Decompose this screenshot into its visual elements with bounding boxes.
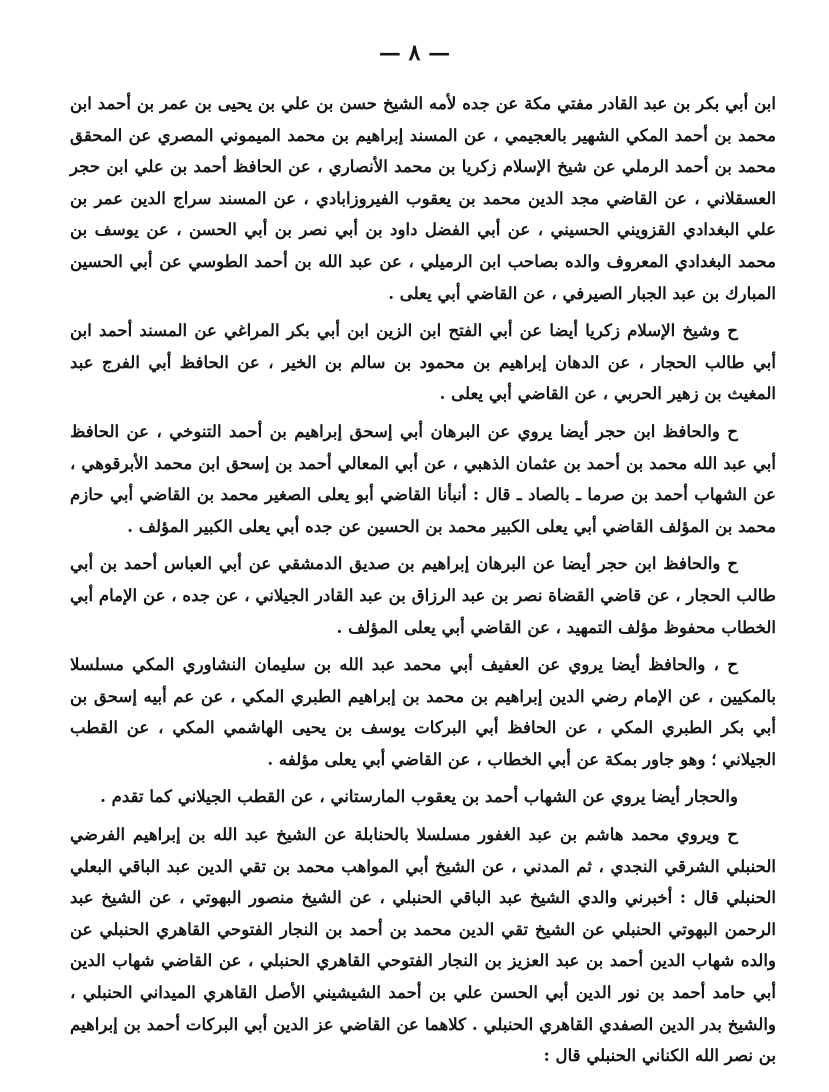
paragraph-7: ح ويروي محمد هاشم بن عبد الغفور مسلسلا بالحنابلة عن الشيخ عبد الله بن إبراهيم الفرضي الحنبلي الشرقي النجدي ، ثم المدني ، عن الشيخ أبي المواهب محمد بن تقي الدين عبد الباقي البعلي الحنبلي قال : أخبرني والدي الشيخ عبد الباقي الحنبلي ، عن الشيخ منصور البهوتي ، عن الشيخ عبد الرحمن البهوتي الحنبلي عن الشيخ تقي الدين محمد بن أحمد بن النجار الفتوحي القاهري الحنبلي عن والده شهاب الدين أحمد بن عبد العزيز بن النجار الفتوحي القاهري الحنبلي ، عن القاضي شهاب الدين أبي حامد أحمد بن نور الدين أبي الحسن علي بن أحمد الشيشيني الأصل القاهري الميداني الحنبلي ، والشيخ بدر الدين الصفدي القاهري الحنبلي . كلاهما عن القاضي عز الدين أبي البركات أحمد بن إبراهيم بن نصر الله الكناني الحنبلي قال : — [70, 824, 776, 1066]
paragraph-4: ح والحافظ ابن حجر أيضا عن البرهان إبراهيم بن صديق الدمشقي عن أبي العباس أحمد بن أبي طالب الحجار ، عن قاضي القضاة نصر بن عبد الرزاق بن عبد القادر الجيلاني ، عن جده ، عن الإمام أبي الخطاب محفوظ مؤلف التمهيد ، عن القاضي أبي يعلى المؤلف . — [70, 553, 776, 637]
paragraph-2: ح وشيخ الإسلام زكريا أيضا عن أبي الفتح ابن الزين ابن أبي بكر المراغي عن المسند أحمد ابن أبي طالب الحجار ، عن الدهان إبراهيم بن محمود بن سالم بن الخير ، عن الحافظ أبي الفرج عبد المغيث بن زهير الحربي ، عن القاضي أبي يعلى . — [70, 320, 776, 404]
paragraph-5: ح ، والحافظ أيضا يروي عن العفيف أبي محمد عبد الله بن سليمان النشاوري المكي مسلسلا بالمكيين ، عن الإمام رضي الدين إبراهيم بن محمد بن إبراهيم الطبري المكي ، عن عم أبيه إسحق بن أبي بكر الطبري المكي ، عن الحافظ أبي البركات يوسف بن يحيى الهاشمي المكي ، عن القطب الجيلاني ؛ وهو جاور بمكة عن أبي الخطاب ، عن القاضي أبي يعلى مؤلفه . — [70, 654, 776, 769]
paragraph-6: والحجار أيضا يروي عن الشهاب أحمد بن يعقوب المارستاني ، عن القطب الجيلاني كما تقدم . — [100, 786, 738, 807]
document-body — [70, 88, 776, 1078]
page-number: — ٨ — — [378, 40, 451, 66]
paragraph-1: ابن أبي بكر بن عبد القادر مفتي مكة عن جده لأمه الشيخ حسن بن علي بن يحيى بن عمر بن أحمد ابن محمد بن أحمد المكي الشهير بالعجيمي ، عن المسند إبراهيم بن محمد الميموني المصري عن المحقق محمد بن أحمد الرملي عن شيخ الإسلام زكريا بن محمد الأنصاري ، عن الحافظ أحمد بن علي ابن حجر العسقلاني ، عن القاضي مجد الدين محمد بن يعقوب الفيروزابادي ، عن المسند سراج الدين عمر بن علي البغدادي القزويني الحسيني ، عن أبي الفضل داود بن أبي نصر بن أبي الحسن ، عن يوسف بن محمد البغدادي المعروف والده بصاحب ابن الرميلي ، عن عبد الله بن أحمد الطوسي عن أبي الحسين المبارك بن عبد الجبار الصيرفي ، عن القاضي أبي يعلى . — [70, 93, 776, 303]
paragraph-3: ح والحافظ ابن حجر أيضا يروي عن البرهان أبي إسحق إبراهيم بن أحمد التنوخي ، عن الحافظ أبي عبد الله محمد بن أحمد بن عثمان الذهبي ، عن أبي المعالي أحمد بن إسحق ابن محمد الأبرقوهي ، عن الشهاب أحمد بن صرما ـ بالصاد ـ قال : أنبأنا القاضي أبو يعلى الصغير محمد بن القاضي أبي حازم محمد بن المؤلف القاضي أبي يعلى الكبير محمد بن الحسين عن جده أبي يعلى الكبير المؤلف . — [70, 420, 776, 536]
